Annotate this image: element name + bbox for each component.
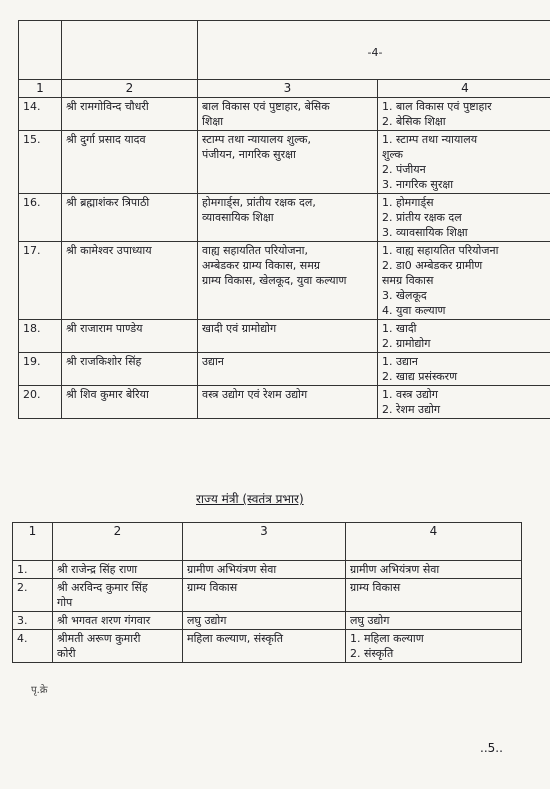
department-cell: लघु उद्योग xyxy=(183,612,346,630)
departments-cell-line: अम्बेडकर ग्राम्य विकास, समग्र xyxy=(202,259,321,272)
minister-name-line: श्री अरविन्द कुमार सिंह xyxy=(57,581,148,594)
minister-name-line: श्रीमती अरूण कुमारी xyxy=(57,632,141,645)
minister-name xyxy=(53,579,183,612)
minister-name-line: श्री भगवत शरण गंगवार xyxy=(57,614,151,627)
allocated-items-cell-line: 2. खाद्य प्रसंस्करण xyxy=(382,370,458,383)
allocated-items-cell-line: 3. खेलकूद xyxy=(382,289,427,302)
serial-number: 17. xyxy=(19,242,62,320)
header-col-4: 4 xyxy=(378,80,550,98)
allocated-items-cell-line: ग्राम्य विकास xyxy=(350,581,401,594)
minister-name: श्री रामगोविन्द चौधरी xyxy=(62,98,198,131)
departments-cell xyxy=(198,386,378,419)
department-cell: ग्रामीण अभियंत्रण सेवा xyxy=(183,561,346,579)
page-marker-row xyxy=(19,21,550,80)
allocated-items-cell xyxy=(346,630,522,663)
serial-number: 2. xyxy=(13,579,53,612)
minister-name: श्री ब्रह्माशंकर त्रिपाठी xyxy=(62,194,198,242)
allocated-items-cell-line: शुल्क xyxy=(382,148,403,161)
table-row xyxy=(19,320,550,353)
departments-cell xyxy=(198,353,378,386)
allocated-items-cell xyxy=(378,194,550,242)
departments-cell-line: बाल विकास एवं पुष्टाहार, बेसिक xyxy=(202,100,330,113)
table-header-row xyxy=(13,523,522,561)
allocated-items-cell-line: 1. वाह्य सहायतित परियोजना xyxy=(382,244,499,257)
ministers-of-state-table xyxy=(12,522,522,663)
allocated-items-cell-line: 2. प्रांतीय रक्षक दल xyxy=(382,211,462,224)
allocated-items-cell xyxy=(378,98,550,131)
table-row xyxy=(13,612,522,630)
minister-name-line: गोप xyxy=(57,596,73,609)
table-row xyxy=(13,561,522,579)
serial-number: 19. xyxy=(19,353,62,386)
next-page-marker: ..5.. xyxy=(480,741,503,755)
minister-name-line: कोरी xyxy=(57,647,76,660)
handwritten-note: पृ.क्रे xyxy=(31,685,48,696)
header-col-4: 4 xyxy=(346,523,522,561)
allocated-items-cell-line: 1. उद्यान xyxy=(382,355,418,368)
table-row xyxy=(19,353,550,386)
allocated-items-cell-line: 4. युवा कल्याण xyxy=(382,304,446,317)
departments-cell xyxy=(198,194,378,242)
minister-name: श्री शिव कुमार बेरिया xyxy=(62,386,198,419)
allocated-items-cell-line: ग्रामीण अभियंत्रण सेवा xyxy=(350,563,440,576)
departments-cell-line: स्टाम्प तथा न्यायालय शुल्क, xyxy=(202,133,311,146)
allocated-items-cell xyxy=(378,242,550,320)
departments-cell xyxy=(198,131,378,194)
header-col-1: 1 xyxy=(13,523,53,561)
allocated-items-cell-line: 1. बाल विकास एवं पुष्टाहार xyxy=(382,100,492,113)
allocated-items-cell-line: 2. रेशम उद्योग xyxy=(382,403,441,416)
serial-number: 14. xyxy=(19,98,62,131)
allocated-items-cell xyxy=(378,386,550,419)
serial-number: 16. xyxy=(19,194,62,242)
allocated-items-cell-line: 1. स्टाम्प तथा न्यायालय xyxy=(382,133,478,146)
departments-cell-line: खादी एवं ग्रामोद्योग xyxy=(202,322,277,335)
minister-name xyxy=(53,612,183,630)
minister-name: श्री कामेश्वर उपाध्याय xyxy=(62,242,198,320)
allocated-items-cell-line: 3. नागरिक सुरक्षा xyxy=(382,178,454,191)
allocated-items-cell xyxy=(378,320,550,353)
table-row xyxy=(13,630,522,663)
table-row xyxy=(19,386,550,419)
table-row xyxy=(19,131,550,194)
allocated-items-cell-line: 2. पंजीयन xyxy=(382,163,426,176)
serial-number: 18. xyxy=(19,320,62,353)
departments-cell xyxy=(198,98,378,131)
departments-cell-line: व्यावसायिक शिक्षा xyxy=(202,211,274,224)
allocated-items-cell-line: 1. होमगार्ड्स xyxy=(382,196,434,209)
departments-cell-line: पंजीयन, नागरिक सुरक्षा xyxy=(202,148,296,161)
table-row xyxy=(19,194,550,242)
allocated-items-cell xyxy=(378,131,550,194)
department-cell: ग्राम्य विकास xyxy=(183,579,346,612)
department-cell: महिला कल्याण, संस्कृति xyxy=(183,630,346,663)
minister-name-line: श्री राजेन्द्र सिंह राणा xyxy=(57,563,138,576)
header-col-3: 3 xyxy=(183,523,346,561)
minister-name: श्री राजकिशोर सिंह xyxy=(62,353,198,386)
serial-number: 4. xyxy=(13,630,53,663)
serial-number: 20. xyxy=(19,386,62,419)
allocated-items-cell-line: 1. खादी xyxy=(382,322,417,335)
allocated-items-cell xyxy=(346,579,522,612)
header-col-2: 2 xyxy=(53,523,183,561)
allocated-items-cell-line: लघु उद्योग xyxy=(350,614,390,627)
header-col-3: 3 xyxy=(198,80,378,98)
serial-number: 15. xyxy=(19,131,62,194)
departments-cell-line: होमगार्ड्स, प्रांतीय रक्षक दल, xyxy=(202,196,316,209)
minister-name: श्री राजाराम पाण्डेय xyxy=(62,320,198,353)
serial-number: 1. xyxy=(13,561,53,579)
minister-name: श्री दुर्गा प्रसाद यादव xyxy=(62,131,198,194)
minister-name xyxy=(53,561,183,579)
departments-cell xyxy=(198,320,378,353)
header-col-2: 2 xyxy=(62,80,198,98)
table-row xyxy=(13,579,522,612)
allocated-items-cell xyxy=(346,612,522,630)
departments-cell-line: शिक्षा xyxy=(202,115,224,128)
allocated-items-cell-line: 2. बेसिक शिक्षा xyxy=(382,115,446,128)
section-title: राज्य मंत्री (स्वतंत्र प्रभार) xyxy=(196,492,304,506)
allocated-items-cell-line: 1. वस्त्र उद्योग xyxy=(382,388,438,401)
ministers-table xyxy=(18,20,550,419)
serial-number: 3. xyxy=(13,612,53,630)
departments-cell xyxy=(198,242,378,320)
table-header-row xyxy=(19,80,550,98)
page-number-marker: -4- xyxy=(198,21,550,80)
departments-cell-line: वाह्य सहायतित परियोजना, xyxy=(202,244,308,257)
departments-cell-line: उद्यान xyxy=(202,355,224,368)
allocated-items-cell-line: 3. व्यावसायिक शिक्षा xyxy=(382,226,468,239)
allocated-items-cell-line: 2. डा0 अम्बेडकर ग्रामीण xyxy=(382,259,483,272)
departments-cell-line: ग्राम्य विकास, खेलकूद, युवा कल्याण xyxy=(202,274,347,287)
allocated-items-cell-line: 2. संस्कृति xyxy=(350,647,394,660)
departments-cell-line: वस्त्र उद्योग एवं रेशम उद्योग xyxy=(202,388,308,401)
table-row xyxy=(19,98,550,131)
allocated-items-cell-line: समग्र विकास xyxy=(382,274,434,287)
minister-name xyxy=(53,630,183,663)
allocated-items-cell-line: 2. ग्रामोद्योग xyxy=(382,337,431,350)
allocated-items-cell-line: 1. महिला कल्याण xyxy=(350,632,424,645)
allocated-items-cell xyxy=(346,561,522,579)
table-row xyxy=(19,242,550,320)
header-col-1: 1 xyxy=(19,80,62,98)
allocated-items-cell xyxy=(378,353,550,386)
